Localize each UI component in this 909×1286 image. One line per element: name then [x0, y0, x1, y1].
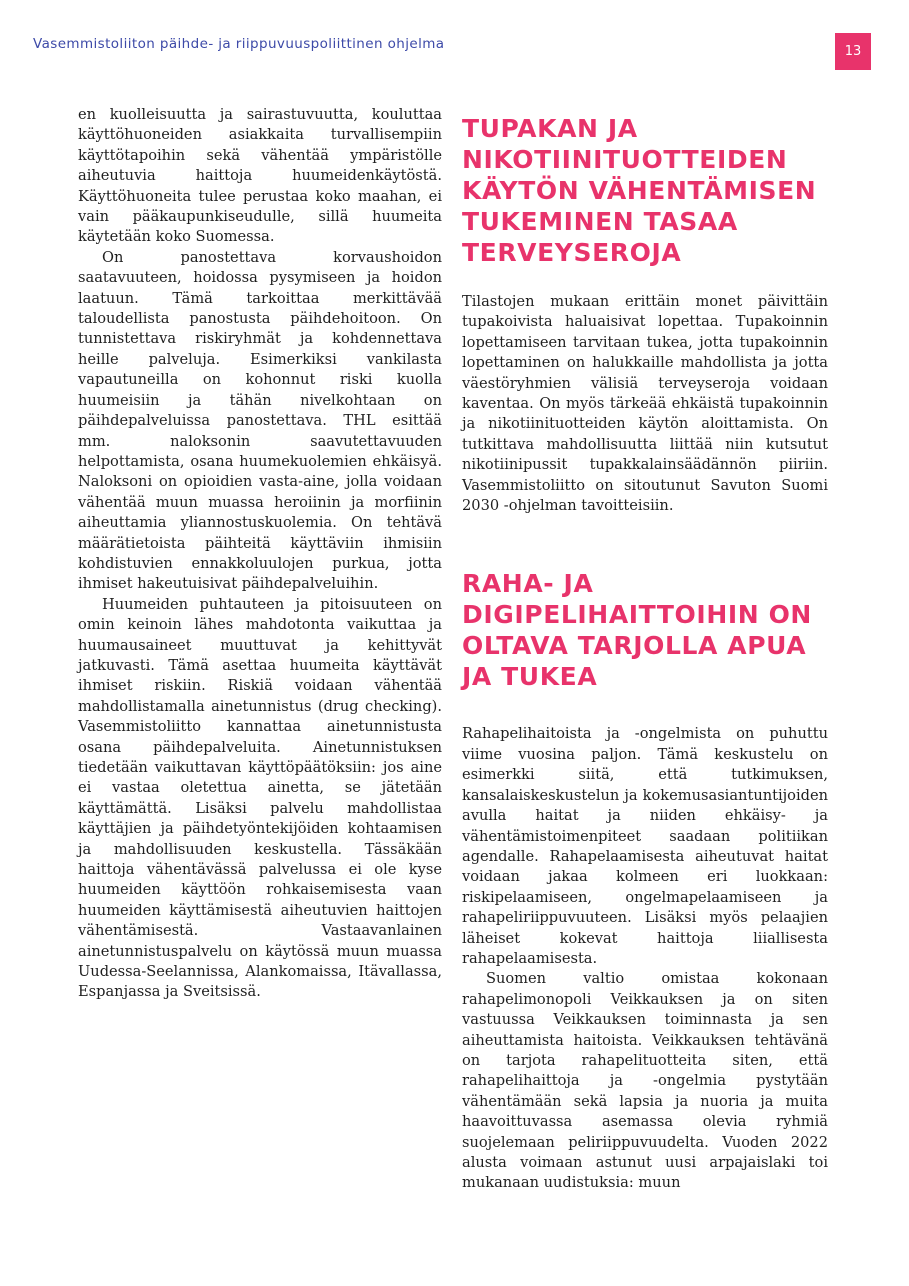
- body-paragraph: Huumeiden puhtauteen ja pitoisuuteen on omin keinoin lähes mahdotonta vaikuttaa ja huumausaineet muuttuvat ja kehittyvät jatkuvasti. Tämä asettaa huumeita käyttävät ihmiset riskiin. Riskiä voidaan vähentää mahdollistamalla ainetunnistus (drug checking). Vasemmistoliitto kannattaa ainetunnistusta osana päihdepalveluita. Ainetunnistuksen tiedetään vaikuttavan käyttöpäätöksiin: jos aine ei vastaa oletettua ainetta, se jätetään käyttämättä. Lisäksi palvelu mahdollistaa käyttäjien ja päihdetyöntekijöiden kohtaamisen ja mahdollisuuden keskustella. Tässäkään haittoja vähentävässä palvelussa ei ole kyse huumeiden käyttöön rohkaisemisesta vaan huumeiden käyttämisestä aiheutuvien haittojen vähentämisestä. Vastaavanlainen ainetunnistuspalvelu on käytössä muun muassa Uudessa-Seelannissa, Alankomaissa, Itävallassa, Espanjassa ja Sveitsissä.: [78, 595, 442, 1001]
- section-heading-tobacco: TUPAKAN JA NIKOTIINITUOTTEIDEN KÄYTÖN VÄHENTÄMISEN TUKEMINEN TASAA TERVEYSEROJA: [462, 114, 817, 267]
- section-heading-gambling: RAHA- JA DIGIPELIHAITTOIHIN ON OLTAVA TARJOLLA APUA JA TUKEA: [462, 569, 812, 692]
- running-header: Vasemmistoliiton päihde- ja riippuvuuspoliittinen ohjelma: [33, 36, 445, 52]
- body-paragraph: Suomen valtio omistaa kokonaan rahapelimonopoli Veikkauksen ja on siten vastuussa Veikkauksen toiminnasta ja sen aiheuttamista haitoista. Veikkauksen tehtävänä on tarjota rahapelituotteita siten, että rahapelihaittoja ja -ongelmia pystytään vähentämään sekä lapsia ja nuoria ja muita haavoittuvassa asemassa olevia ryhmiä suojelemaan peliriippuvuudelta. Vuoden 2022 alusta voimaan astunut uusi arpajaislaki toi mukanaan uudistuksia: muun: [462, 970, 828, 1192]
- body-paragraph: en kuolleisuutta ja sairastuvuutta, kouluttaa käyttöhuoneiden asiakkaita turvallisempiin käyttötapoihin sekä vähentää ympäristölle aiheutuvia haittoja huumeidenkäytöstä. Käyttöhuoneita tulee perustaa koko maahan, ei vain pääkaupunkiseudulle, sillä huumeita käytetään koko Suomessa.: [78, 106, 442, 246]
- right-column: [462, 105, 828, 1194]
- body-paragraph: Rahapelihaitoista ja -ongelmista on puhuttu viime vuosina paljon. Tämä keskustelu on esimerkki siitä, että tutkimuksen, kansalaiskeskustelun ja kokemusasiantuntijoiden avulla haitat ja niiden ehkäisy- ja vähentämistoimenpiteet saadaan politiikan agendalle. Rahapelaamisesta aiheutuvat haitat voidaan jakaa kolmeen eri luokkaan: riskipelaamiseen, ongelmapelaamiseen ja rahapeliriippuvuuteen. Lisäksi myös pelaajien läheiset kokevat haittoja liiallisesta rahapelaamisesta.: [462, 725, 828, 967]
- left-column: [78, 105, 442, 1003]
- page-number-badge: 13: [835, 33, 871, 70]
- body-paragraph: Tilastojen mukaan erittäin monet päivittäin tupakoivista haluaisivat lopettaa. Tupakoinnin lopettamiseen tarvitaan tukea, jotta tupakoinnin lopettaminen on halukkaille mahdollista ja jotta väestöryhmien välisiä terveyseroja voidaan kaventaa. On myös tärkeää ehkäistä tupakoinnin ja nikotiinituotteiden käytön aloittamista. On tutkittava mahdollisuutta liittää niin kutsutut nikotiinipussit tupakkalainsäädännön piiriin. Vasemmistoliitto on sitoutunut Savuton Suomi 2030 -ohjelman tavoitteisiin.: [462, 293, 828, 515]
- body-paragraph: On panostettava korvaushoidon saatavuuteen, hoidossa pysymiseen ja hoidon laatuun. Tämä tarkoittaa merkittävää taloudellista panostusta päihdehoitoon. On tunnistettava riskiryhmät ja kohdennettava heille palveluja. Esimerkiksi vankilasta vapautuneilla on kohonnut riski kuolla huumeisiin ja tähän nivelkohtaan on päihdepalveluissa panostettava. THL esittää mm. naloksonin saavutettavuuden helpottamista, osana huumekuolemien ehkäisyä. Naloksoni on opioidien vasta-aine, jolla voidaan vähentää muun muassa heroiinin ja morfiinin aiheuttamia yliannostuskuolemia. On tehtävä määrätietoista päihteitä käyttäviin ihmisiin kohdistuvien ennakkoluulojen purkua, jotta ihmiset hakeutuisivat päihdepalveluihin.: [78, 248, 442, 593]
